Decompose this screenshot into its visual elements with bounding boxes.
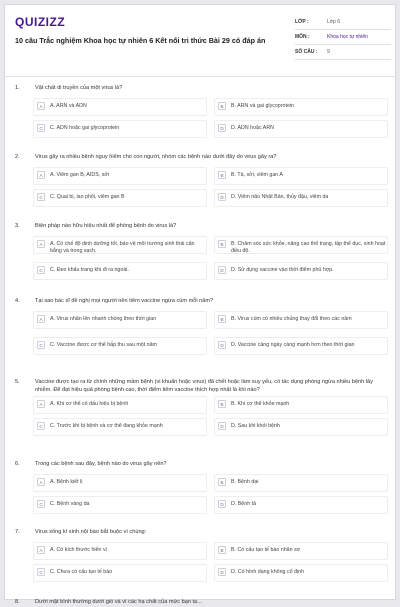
option-text: A. Bệnh kiết lị bbox=[50, 478, 83, 485]
option-d[interactable] bbox=[218, 266, 388, 274]
question-header bbox=[15, 461, 387, 469]
question-number: 2. bbox=[15, 154, 20, 160]
option-letter-badge: D bbox=[218, 568, 226, 576]
option-a[interactable] bbox=[37, 102, 207, 110]
option-a[interactable] bbox=[37, 400, 207, 408]
option-text: C. Chưa có cấu tạo tế bào bbox=[50, 568, 113, 575]
option-b[interactable] bbox=[218, 240, 388, 255]
option-letter-badge: B bbox=[218, 102, 226, 110]
meta-row-class bbox=[295, 15, 391, 30]
option-letter-badge: D bbox=[218, 500, 226, 508]
question-7 bbox=[15, 529, 387, 590]
option-letter-badge: B bbox=[218, 240, 226, 248]
option-c[interactable] bbox=[37, 193, 207, 201]
option-text: C. Bệnh vàng da bbox=[50, 500, 90, 507]
option-d[interactable] bbox=[218, 568, 388, 576]
option-a[interactable] bbox=[37, 315, 207, 323]
option-letter-badge: B bbox=[218, 478, 226, 486]
worksheet-page bbox=[4, 4, 396, 605]
option-a[interactable] bbox=[37, 478, 207, 486]
question-number: 1. bbox=[15, 85, 20, 91]
option-letter-badge: A bbox=[37, 478, 45, 486]
question-text: Biện pháp nào hữu hiệu nhất để phòng bệnh do virus là? bbox=[35, 223, 177, 229]
question-header bbox=[15, 529, 387, 537]
option-text: D. Vaccine càng ngày càng mạnh hơn theo thời gian bbox=[231, 341, 355, 348]
question-3 bbox=[15, 223, 387, 288]
question-number: 4. bbox=[15, 298, 20, 304]
option-letter-badge: C bbox=[37, 422, 45, 430]
option-text: A. Viêm gan B, AIDS, sởi bbox=[50, 171, 110, 178]
answer-options bbox=[37, 546, 385, 590]
worksheet-meta bbox=[295, 15, 391, 60]
question-number: 3. bbox=[15, 223, 20, 229]
option-letter-badge: A bbox=[37, 546, 45, 554]
question-number: 8. bbox=[15, 599, 20, 605]
option-letter-badge: A bbox=[37, 240, 45, 248]
option-letter-badge: D bbox=[218, 341, 226, 349]
option-a[interactable] bbox=[37, 546, 207, 554]
quizizz-logo: QUIZIZZ bbox=[15, 15, 66, 29]
option-letter-badge: D bbox=[218, 266, 226, 274]
question-8 bbox=[15, 599, 387, 607]
question-header bbox=[15, 379, 387, 394]
option-b[interactable] bbox=[218, 478, 388, 486]
option-text: C. ADN hoặc gai glycoprotein bbox=[50, 124, 120, 131]
option-letter-badge: C bbox=[37, 341, 45, 349]
option-text: D. ADN hoặc ARN bbox=[231, 124, 274, 131]
worksheet-title: 10 câu Trắc nghiệm Khoa học tự nhiên 6 Kết nối tri thức Bài 29 có đáp án bbox=[15, 36, 266, 45]
meta-value-subject: Khoa học tự nhiên bbox=[327, 34, 368, 40]
question-1 bbox=[15, 85, 387, 146]
option-letter-badge: C bbox=[37, 124, 45, 132]
option-d[interactable] bbox=[218, 422, 388, 430]
option-d[interactable] bbox=[218, 124, 388, 132]
option-text: A. Virus nhân lên nhanh chóng theo thời gian bbox=[50, 315, 157, 322]
option-letter-badge: C bbox=[37, 500, 45, 508]
option-b[interactable] bbox=[218, 315, 388, 323]
option-letter-badge: A bbox=[37, 315, 45, 323]
option-c[interactable] bbox=[37, 266, 207, 274]
option-text: B. Bệnh dại bbox=[231, 478, 259, 485]
question-text: Tại sao bác sĩ đề nghị mọi người nên tiêm vaccine ngừa cúm mỗi năm? bbox=[35, 298, 214, 304]
option-letter-badge: A bbox=[37, 171, 45, 179]
option-text: C. Vaccine được cơ thể hấp thu sau một năm bbox=[50, 341, 157, 348]
option-text: D. Viêm não Nhật Bản, thủy đậu, viêm da bbox=[231, 193, 329, 200]
option-b[interactable] bbox=[218, 171, 388, 179]
option-text: D. Sau khi khỏi bệnh bbox=[231, 423, 280, 430]
option-letter-badge: B bbox=[218, 315, 226, 323]
question-header bbox=[15, 154, 387, 162]
meta-row-count bbox=[295, 45, 391, 60]
option-text: D. Có hình dạng không cố định bbox=[231, 568, 305, 575]
question-text: Vật chất di truyền của một virus là? bbox=[35, 85, 123, 91]
question-5 bbox=[15, 379, 387, 444]
question-header bbox=[15, 85, 387, 93]
answer-options bbox=[37, 102, 385, 146]
option-letter-badge: C bbox=[37, 568, 45, 576]
worksheet-header bbox=[5, 5, 395, 77]
option-d[interactable] bbox=[218, 193, 388, 201]
option-letter-badge: C bbox=[37, 266, 45, 274]
option-text: D. Bệnh tả bbox=[231, 500, 257, 507]
question-text: Dưới mặt bình thường dưới gió và vì các hạ chất của mức bạn ta… bbox=[35, 599, 203, 605]
option-b[interactable] bbox=[218, 546, 388, 554]
answer-options bbox=[37, 240, 385, 288]
answer-options bbox=[37, 171, 385, 215]
option-letter-badge: C bbox=[37, 193, 45, 201]
question-text: Virus sống kí sinh nội bào bắt buộc vì chúng: bbox=[35, 529, 147, 535]
question-number: 6. bbox=[15, 461, 20, 467]
question-2 bbox=[15, 154, 387, 215]
option-c[interactable] bbox=[37, 422, 207, 430]
question-4 bbox=[15, 298, 387, 363]
option-c[interactable] bbox=[37, 568, 207, 576]
meta-key-count: SỐ CÂU : bbox=[295, 49, 318, 55]
option-letter-badge: D bbox=[218, 124, 226, 132]
option-text: D. Sử dụng vaccine vào thời điểm phù hợp. bbox=[231, 266, 334, 273]
option-a[interactable] bbox=[37, 240, 207, 255]
meta-key-class: LỚP : bbox=[295, 19, 309, 25]
answer-options bbox=[37, 478, 385, 522]
option-letter-badge: B bbox=[218, 400, 226, 408]
option-b[interactable] bbox=[218, 400, 388, 408]
meta-value-count: 9 bbox=[327, 49, 330, 55]
question-text: Virus gây ra nhiều bệnh nguy hiểm cho con người, nhóm các bệnh nào dưới đây do virus gây ra? bbox=[35, 154, 277, 160]
option-text: B. Virus cúm có nhiều chủng thay đổi theo các năm bbox=[231, 315, 352, 322]
answer-options bbox=[37, 315, 385, 363]
question-number: 5. bbox=[15, 379, 20, 385]
option-letter-badge: D bbox=[218, 422, 226, 430]
option-d[interactable] bbox=[218, 500, 388, 508]
option-text: B. Có cấu tạo tế bào nhân sơ bbox=[231, 546, 301, 553]
option-text: C. Quai bị, lao phổi, viêm gan B bbox=[50, 193, 125, 200]
option-c[interactable] bbox=[37, 124, 207, 132]
meta-value-class: Lớp 6 bbox=[327, 19, 341, 25]
option-d[interactable] bbox=[218, 341, 388, 349]
option-text: A. Có kích thước hiển vi bbox=[50, 546, 107, 553]
question-header bbox=[15, 599, 387, 607]
answer-options bbox=[37, 400, 385, 444]
option-c[interactable] bbox=[37, 500, 207, 508]
option-text: B. Khi cơ thể khỏe mạnh bbox=[231, 401, 290, 408]
question-header bbox=[15, 298, 387, 306]
option-text: A. ARN và ADN bbox=[50, 102, 87, 109]
option-text: C. Trước khi bị bệnh và cơ thể đang khỏe mạnh bbox=[50, 423, 163, 430]
question-text: Vaccine được tạo ra từ chính những mầm bệnh (vi khuẩn hoặc virus) đã chết hoặc làm suy yếu, có tác dụng phòng ngừa nhiều bệnh lây nhiễm. Để đạt hiệu quả phòng bệnh cao, thời điểm tiêm vaccine thích hợp nhất là khi nào? bbox=[35, 379, 373, 393]
option-c[interactable] bbox=[37, 341, 207, 349]
option-a[interactable] bbox=[37, 171, 207, 179]
option-text: A. Có chế độ dinh dưỡng tốt, bảo vệ môi trường sinh thái cân bằng và trong sạch. bbox=[50, 240, 195, 254]
option-letter-badge: B bbox=[218, 546, 226, 554]
option-text: B. Tả, sởi, viêm gan A bbox=[231, 171, 283, 178]
question-number: 7. bbox=[15, 529, 20, 535]
option-text: B. ARN và gai glycoprotein bbox=[231, 102, 295, 109]
option-letter-badge: D bbox=[218, 193, 226, 201]
option-text: B. Chăm sóc sức khỏe, nâng cao thể trạng, tập thể dục, sinh hoạt điều độ. bbox=[231, 240, 386, 254]
option-letter-badge: A bbox=[37, 400, 45, 408]
meta-row-subject bbox=[295, 30, 391, 45]
question-text: Trong các bệnh sau đây, bệnh nào do virus gây nên? bbox=[35, 461, 167, 467]
option-letter-badge: A bbox=[37, 102, 45, 110]
meta-key-subject: MÔN : bbox=[295, 34, 310, 40]
option-b[interactable] bbox=[218, 102, 388, 110]
option-text: C. Đeo khẩu trang khi đi ra ngoài. bbox=[50, 266, 129, 273]
option-text: A. Khi cơ thể có dấu hiệu bị bệnh bbox=[50, 401, 129, 408]
question-header bbox=[15, 223, 387, 231]
question-6 bbox=[15, 461, 387, 522]
option-letter-badge: B bbox=[218, 171, 226, 179]
